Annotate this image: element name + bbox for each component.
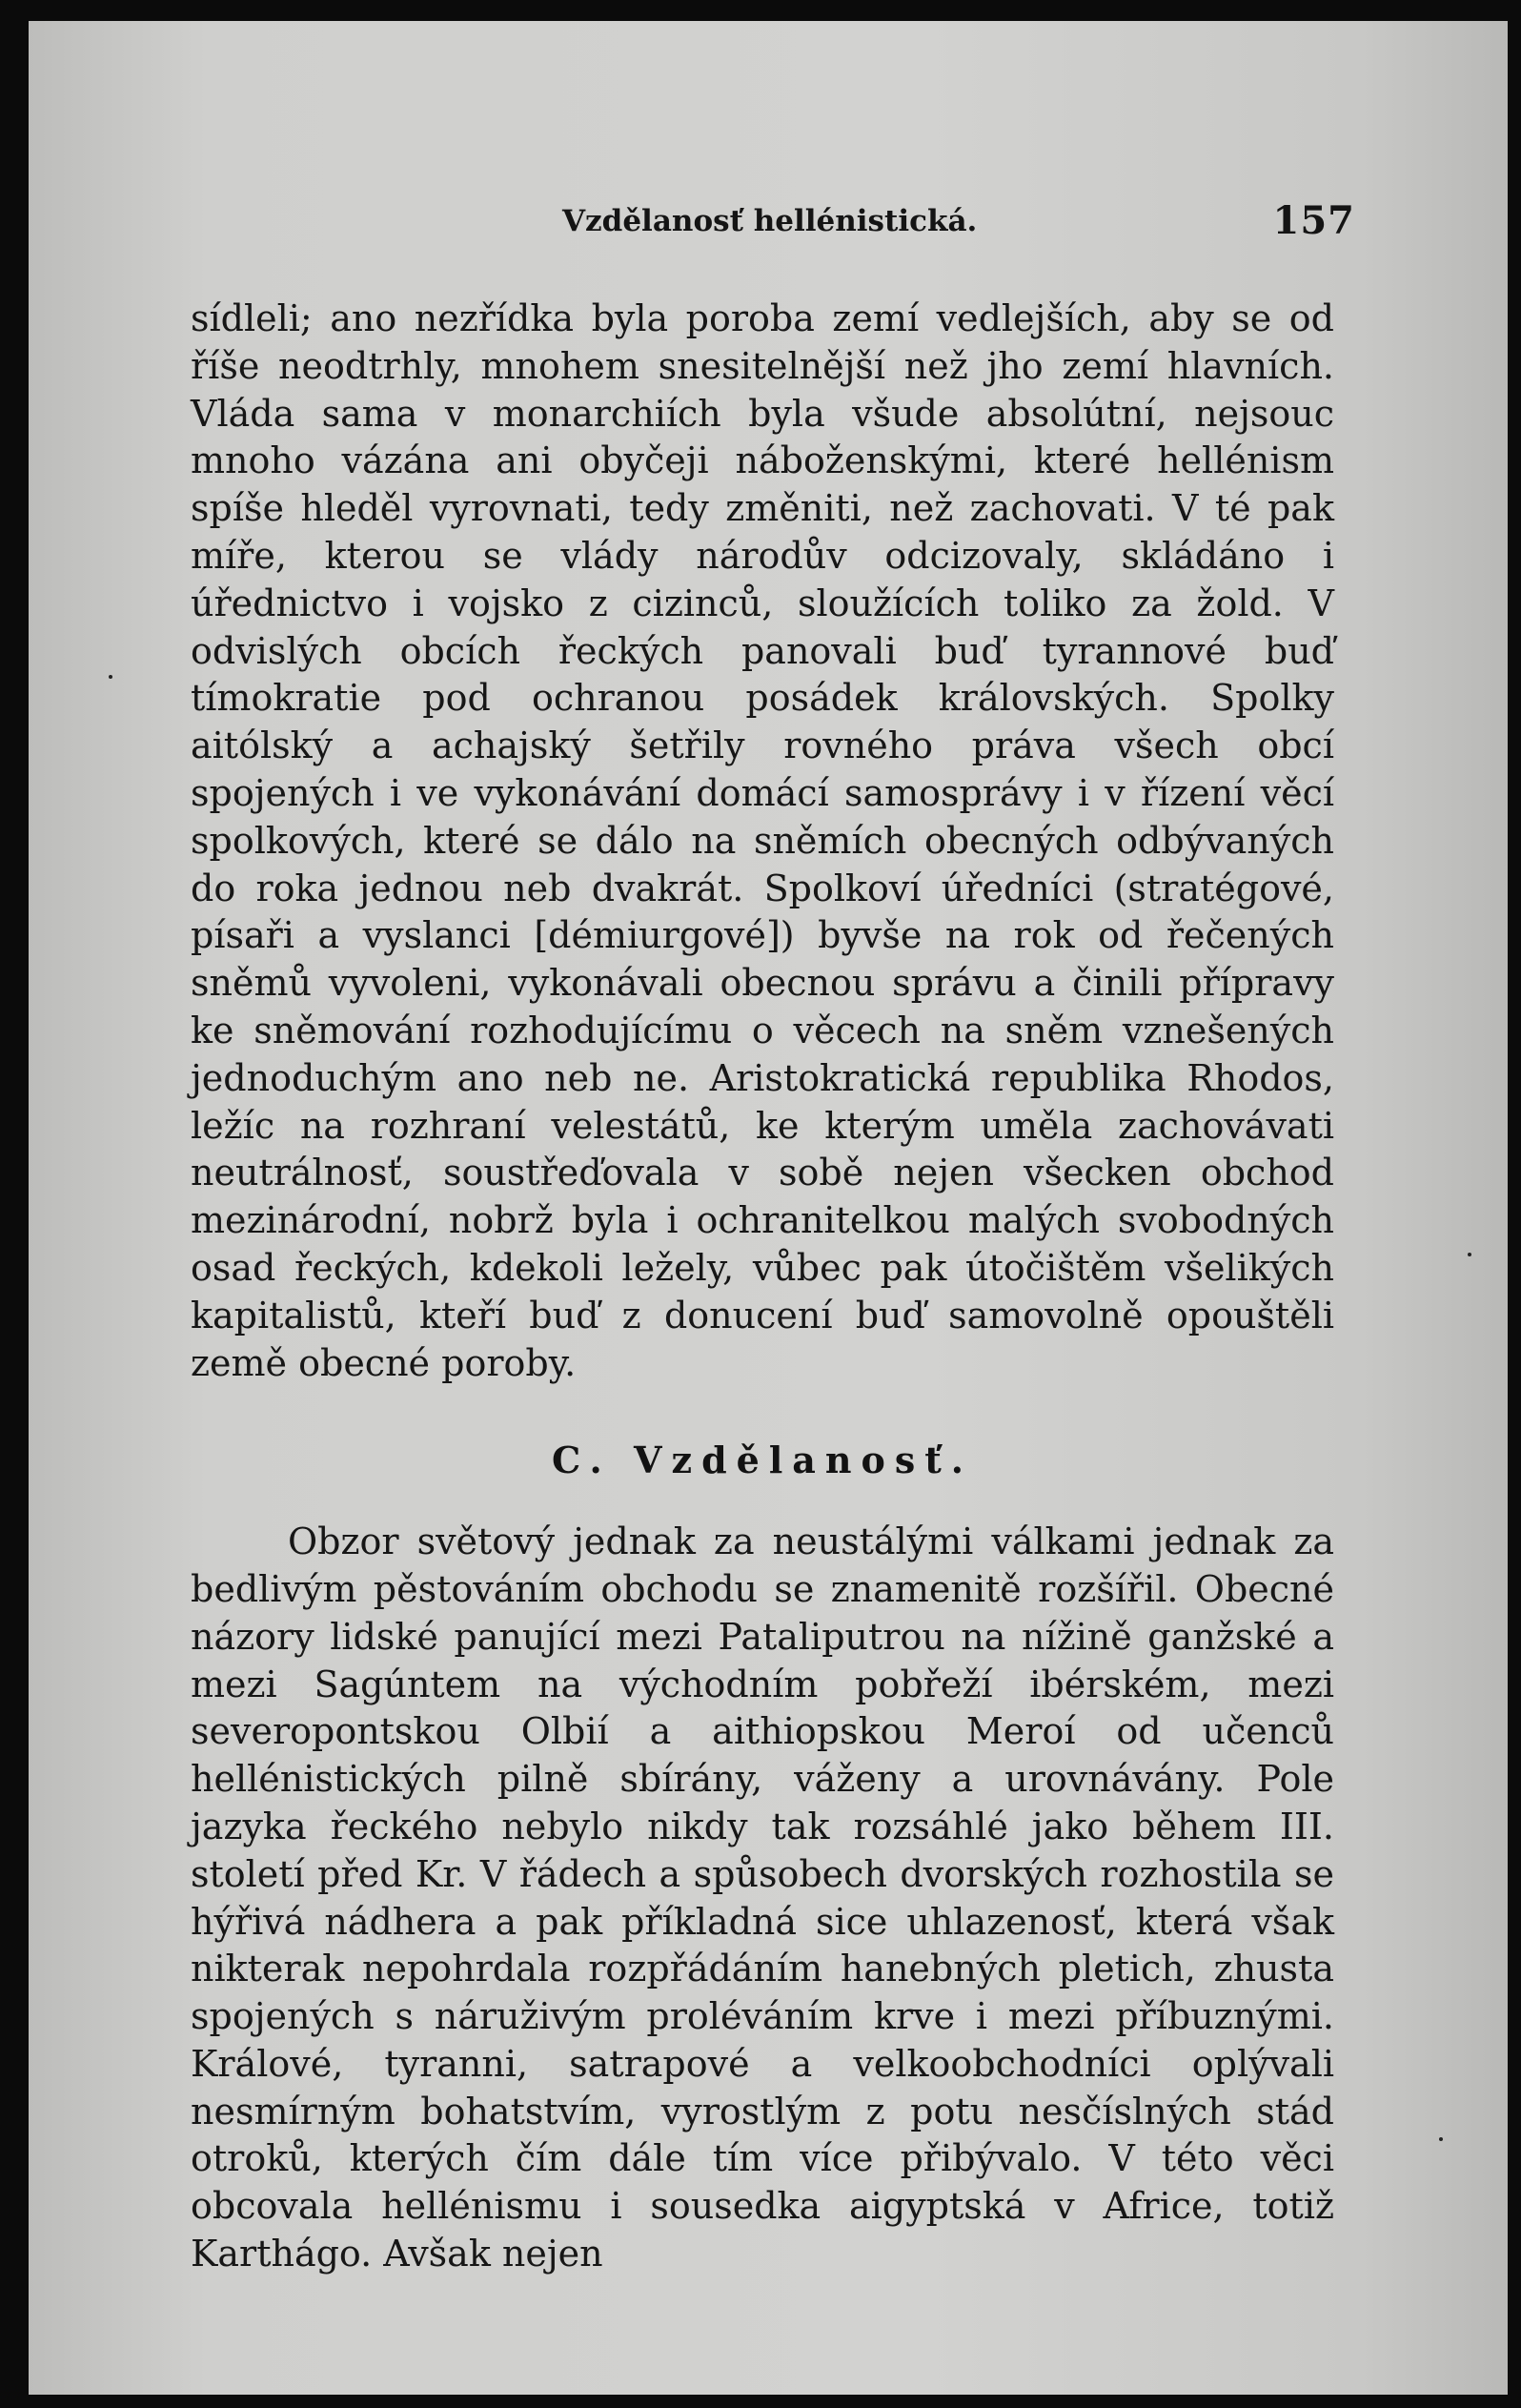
body-text [191,296,1334,2278]
page-number: 157 [1272,198,1355,243]
running-head [562,198,1355,246]
scanned-page [29,21,1508,2395]
running-title: Vzdělanosť hellénistická. [562,204,978,238]
margin-speck [1468,1253,1471,1256]
paragraph: Obzor světový jednak za neustálými válkami jednak za bedlivým pěstováním obchodu se znamenitě rozšířil. Obecné názory lidské panující mezi Pataliputrou na nížině ganžské a mezi Sagúntem na východním pobřeží ibérském, mezi severopontskou Olbií a aithiopskou Meroí od učenců hellénistických pilně sbírány, váženy a urovnávány. Pole jazyka řeckého nebylo nikdy tak rozsáhlé jako během III. století před Kr. V řádech a spůsobech dvorských rozhostila se hýřivá nádhera a pak příkladná sice uhlazenosť, která však nikterak nepohrdala rozpřádáním hanebných pletich, zhusta spojených s náruživým proléváním krve i mezi příbuznými. Králové, tyranni, satrapové a velkoobchodníci oplývali nesmírným bohatstvím, vyrostlým z potu nesčíslných stád otroků, kterých čím dále tím více přibývalo. V této věci obcovala hellénismu i sousedka aigyptská v Africe, totiž Karthágo. Avšak nejen [191,1520,1334,2275]
paragraph: sídleli; ano nezřídka byla poroba zemí vedlejších, aby se od říše neodtrhly, mnohem snesitelnější než jho zemí hlavních. Vláda sama v monarchiích byla všude absolútní, nejsouc mnoho vázána ani obyčeji náboženskými, které hellénism spíše hleděl vyrovnati, tedy změniti, než zachovati. V té pak míře, kterou se vlády národův odcizovaly, skládáno i úřednictvo i vojsko z cizinců, sloužících toliko za žold. V odvislých obcích řeckých panovali buď tyrannové buď tímokratie pod ochranou posádek královských. Spolky aitólský a achajský šetřily rovného práva všech obcí spojených i ve vykonávání domácí samosprávy i v řízení věcí spolkových, které se dálo na sněmích obecných odbývaných do roka jednou neb dvakrát. Spolkoví úředníci (stratégové, písaři a vyslanci [démiurgové]) byvše na rok od řečených sněmů vyvoleni, vykonávali obecnou správu a činili přípravy ke sněmování rozhodujícímu o věcech na sněm vznešených jednoduchým ano neb ne. Aristokratická republika Rhodos, ležíc na rozhraní velestátů, ke kterým uměla zachovávati neutrálnosť, soustřeďovala v sobě nejen všecken obchod mezinárodní, nobrž byla i ochranitelkou malých svobodných osad řeckých, kdekoli ležely, vůbec pak útočištěm všelikých kapitalistů, kteří buď z donucení buď samovolně opouštěli země obecné poroby. [191,297,1334,1384]
margin-speck [1439,2137,1443,2141]
margin-speck [109,675,112,679]
section-heading: C. Vzdělanosť. [551,1439,974,1482]
